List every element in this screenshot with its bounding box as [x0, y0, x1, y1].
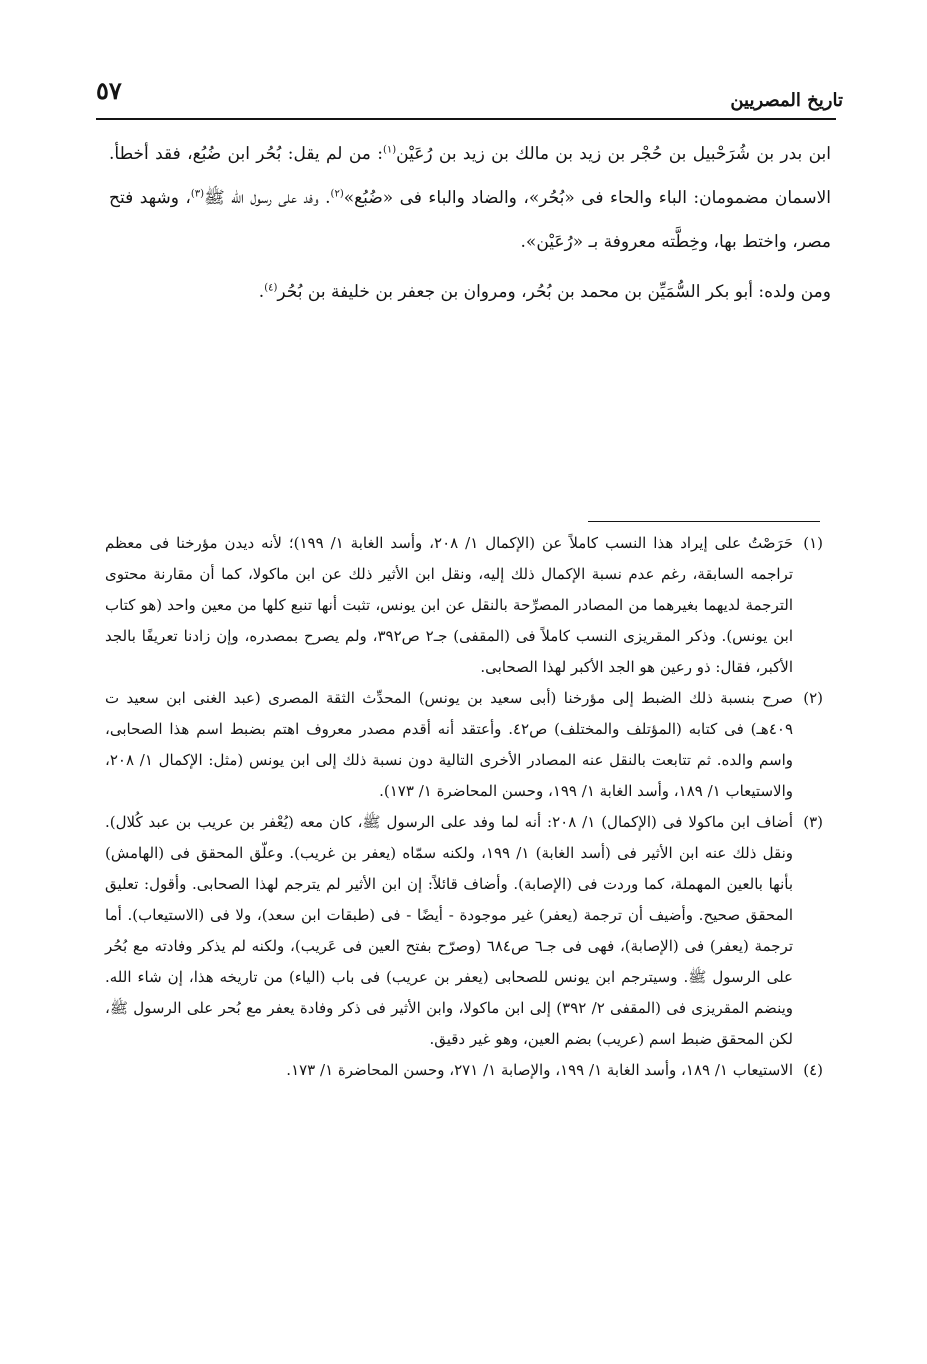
footnote-ref-1[interactable]: (١) — [382, 144, 397, 156]
paragraph-1-text-b: : من لم يقل: بُحُر ابن ضُبُع، فقد أخطأ. الاسمان مضمومان: الباء والحاء فى «بُحُر»، والضاد والباء فى «ضُبُع» — [109, 144, 831, 208]
footnote-ref-2[interactable]: (٢) — [330, 188, 344, 200]
footnote-3 — [105, 807, 823, 1055]
footnote-2 — [105, 683, 823, 807]
paragraph-1-text-c: . وفد على رسول الله ﷺ — [204, 188, 331, 208]
paragraph-1-text-d: ، وشهد فتح مصر، واختط بها، وخِطَّته معروفة بـ «رُعَيْن». — [109, 188, 831, 252]
header-rule — [96, 118, 836, 120]
footnote-text: أضاف ابن ماكولا فى (الإكمال) ١/ ٢٠٨: أنه لما وفد على الرسول ﷺ، كان معه (يُعْفر بن عريب بن عبد كُلال). ونقل ذلك عنه ابن الأثير فى (أسد الغابة) ١/ ١٩٩، ولكنه سمّاه (يعفر بن غريب). وعلّق المحقق فى (الهامش) بأنها بالعين المهملة، كما وردت فى (الإصابة). وأضاف قائلاً: إن ابن الأثير لم يترجم لهذا الصحابى. وأقول: تعليق المحقق صحيح. وأضيف أن ترجمة (يعفر) غير موجودة - أيضًا - فى (طبقات ابن سعد)، ولا فى (الاستيعاب). أما ترجمة (يعفر) فى (الإصابة)، فهى فى جـ٦ ص٦٨٤ (وصرّح بفتح العين فى عَريب)، ولكنه لم يذكر وفادته مع بُحُر على الرسول ﷺ. وسيترجم ابن يونس للصحابى (يعفر بن عريب) فى باب (الياء) من تاريخه هذا، إن شاء الله. وينضم المقريزى فى (المقفى ٢/ ٣٩٢) إلى ابن ماكولا، وابن الأثير فى ذكر وفادة يعفر مع بُحر على الرسول ﷺ، لكن المحقق ضبط اسم (عريب) بضم العين، وهو غير دقيق. — [105, 813, 794, 1048]
running-header-title: تاريخ المصريين — [730, 90, 843, 111]
footnote-ref-3[interactable]: (٣) — [190, 188, 205, 200]
paragraph-2-text-a: ومن ولده: أبو بكر السُّمَيِّن بن محمد بن بُحُر، ومروان بن جعفر بن خليفة بن بُحُر — [277, 282, 831, 302]
footnote-ref-4[interactable]: (٤) — [264, 282, 278, 294]
page-number: ٥٧ — [96, 76, 122, 105]
footnote-4 — [105, 1055, 823, 1086]
footnote-text: الاستيعاب ١/ ١٨٩، وأسد الغابة ١/ ١٩٩، والإصابة ١/ ٢٧١، وحسن المحاضرة ١/ ١٧٣. — [286, 1061, 793, 1079]
footnote-number: (١) — [803, 534, 823, 552]
footnote-separator — [588, 521, 820, 522]
paragraph-2 — [109, 270, 831, 314]
footnotes — [105, 528, 823, 1086]
paragraph-1 — [109, 132, 831, 264]
paragraph-1-text-a: ابن بدر بن شُرَحْبيل بن حُجْر بن زيد بن مالك بن زيد بن رُعَيْن — [396, 144, 831, 164]
footnote-number: (٤) — [803, 1061, 823, 1079]
footnote-number: (٣) — [803, 813, 823, 831]
footnote-1 — [105, 528, 823, 683]
main-text — [109, 132, 831, 314]
footnote-number: (٢) — [803, 689, 823, 707]
footnote-text: صرح بنسبة ذلك الضبط إلى مؤرخنا (أبى سعيد بن يونس) المحدِّث الثقة المصرى (عبد الغنى ابن سعيد ت ٤٠٩هـ) فى كتابه (المؤتلف والمختلف) ص٤٢. وأعتقد أنه أقدم مصدر معروف اهتم بضبط اسم هذا الصحابى، واسم والده. ثم تتابعت بالنقل عنه المصادر الأخرى التالية دون نسبة ذلك إلى ابن يونس (مثل: الإكمال ١/ ٢٠٨، والاستيعاب ١/ ١٨٩، وأسد الغابة ١/ ١٩٩، وحسن المحاضرة ١/ ١٧٣). — [105, 689, 793, 800]
paragraph-2-text-b: . — [258, 282, 265, 302]
footnote-text: حَرَصْتُ على إيراد هذا النسب كاملاً عن (الإكمال ١/ ٢٠٨، وأسد الغابة ١/ ١٩٩)؛ لأنه ديدن مؤرخنا فى معظم تراجمه السابقة، رغم عدم نسبة الإكمال ذلك إليه، ونقل ابن الأثير ذلك عن ابن ماكولا، كما أن مقارنة محتوى الترجمة لديهما بغيرهما من المصادر المصرِّحة بالنقل عن ابن يونس، تثبت أنها تنبع كلها من معين واحد (هو كتاب ابن يونس). وذكر المقريزى النسب كاملاً فى (المقفى) جـ٢ ص٣٩٢، ولم يصرح بمصدره، وإن زادنا تعريفًا بالجد الأكبر، فقال: ذو رعين هو الجد الأكبر لهذا الصحابى. — [105, 534, 793, 676]
